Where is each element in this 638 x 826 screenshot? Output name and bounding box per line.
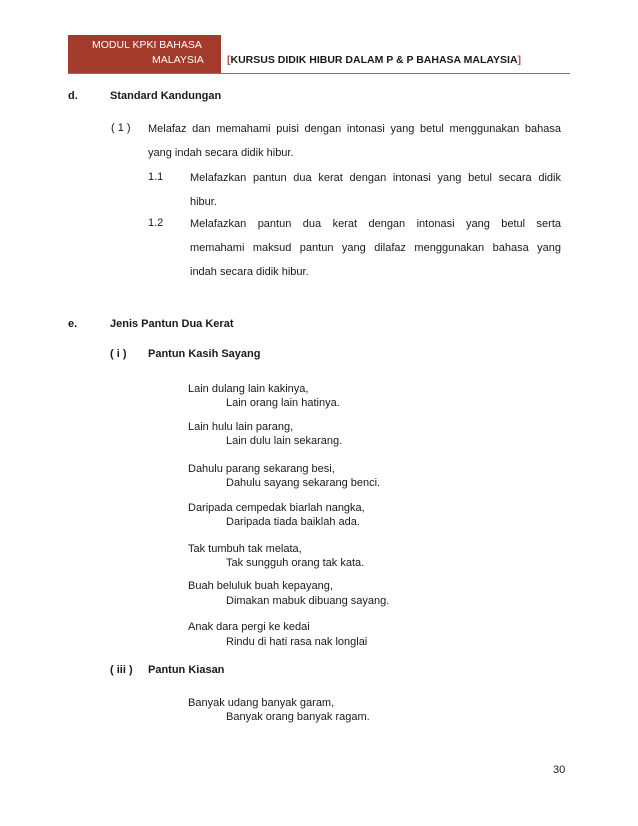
sub-1-2-line1: Melafazkan pantun dua kerat dengan intonasi yang betul serta	[190, 218, 561, 230]
pantun-1-line2: Lain orang lain hatinya.	[226, 397, 340, 409]
part-i-number: ( i )	[110, 348, 127, 360]
part-i-title: Pantun Kasih Sayang	[148, 348, 261, 360]
pantun-3-line2: Dahulu sayang sekarang benci.	[226, 477, 381, 489]
sub-1-2-line2: memahami maksud pantun yang dilafaz menggunakan bahasa yang	[190, 242, 561, 254]
module-label-line2: MALAYSIA	[152, 54, 204, 66]
item-1-text	[148, 117, 561, 165]
bracket-open: [	[227, 54, 231, 66]
item-1-line1: Melafaz dan memahami puisi dengan intonasi yang betul menggunakan bahasa	[148, 123, 561, 135]
module-label-line1: MODUL KPKI BAHASA	[92, 39, 202, 51]
pantun-4-line2: Daripada tiada baiklah ada.	[226, 516, 360, 528]
page-number: 30	[553, 764, 566, 776]
sub-1-2-number: 1.2	[148, 217, 164, 229]
pantun-6-line2: Dimakan mabuk dibuang sayang.	[226, 595, 390, 607]
part-iii-title: Pantun Kiasan	[148, 664, 225, 676]
module-label-box	[68, 35, 221, 73]
bracket-close: ]	[517, 54, 522, 66]
header-rule	[68, 73, 570, 74]
section-d-title: Standard Kandungan	[110, 90, 222, 102]
sub-1-2-text	[190, 212, 561, 284]
pantun-3-line1: Dahulu parang sekarang besi,	[188, 463, 335, 475]
item-1-line2: yang indah secara didik hibur.	[148, 147, 294, 159]
sub-1-1-line1: Melafazkan pantun dua kerat dengan intonasi yang betul secara didik	[190, 172, 561, 184]
section-d-label: d.	[68, 90, 78, 102]
item-1-number: ( 1 )	[111, 122, 131, 134]
kiasan-line1: Banyak udang banyak garam,	[188, 697, 335, 709]
section-e-title: Jenis Pantun Dua Kerat	[110, 318, 234, 330]
pantun-2-line1: Lain hulu lain parang,	[188, 421, 294, 433]
course-title-text: KURSUS DIDIK HIBUR DALAM P & P BAHASA MALAYSIA	[230, 54, 518, 66]
section-e-label: e.	[68, 318, 78, 330]
sub-1-2-line3: indah secara didik hibur.	[190, 266, 309, 278]
course-title	[227, 54, 521, 66]
sub-1-1-text	[190, 166, 561, 214]
pantun-1-line1: Lain dulang lain kakinya,	[188, 383, 309, 395]
kiasan-line2: Banyak orang banyak ragam.	[226, 711, 370, 723]
pantun-2-line2: Lain dulu lain sekarang.	[226, 435, 343, 447]
pantun-5-line1: Tak tumbuh tak melata,	[188, 543, 302, 555]
sub-1-1-number: 1.1	[148, 171, 164, 183]
sub-1-1-line2: hibur.	[190, 196, 217, 208]
pantun-7-line2: Rindu di hati rasa nak longlai	[226, 636, 368, 648]
pantun-4-line1: Daripada cempedak biarlah nangka,	[188, 502, 365, 514]
part-iii-number: ( iii )	[110, 664, 133, 676]
pantun-5-line2: Tak sungguh orang tak kata.	[226, 557, 365, 569]
pantun-7-line1: Anak dara pergi ke kedai	[188, 621, 310, 633]
pantun-6-line1: Buah beluluk buah kepayang,	[188, 580, 333, 592]
